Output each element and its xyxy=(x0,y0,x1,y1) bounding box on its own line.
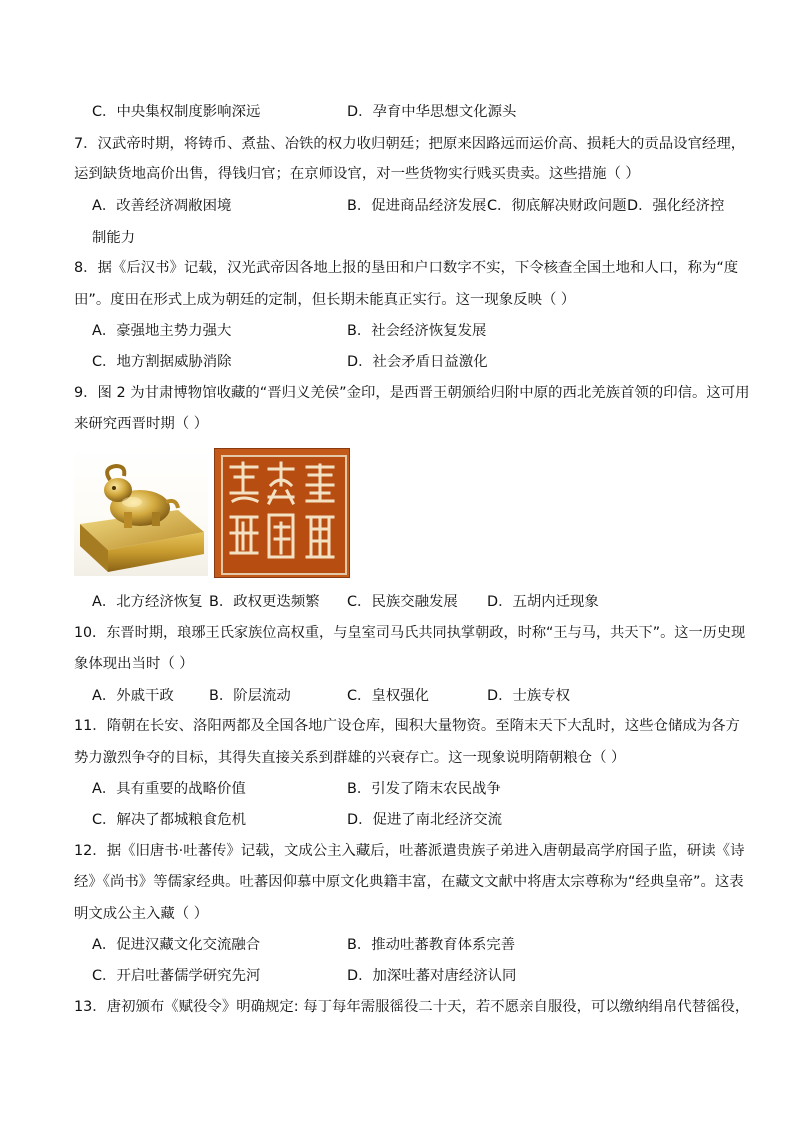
q12-option-a: A．促进汉藏文化交流融合 xyxy=(92,937,261,953)
q7-stem-line1: 7．汉武帝时期，将铸币、煮盐、冶铁的权力收归朝廷；把原来因路远而运价高、损耗大的贡品设官经理， xyxy=(74,136,746,152)
q12-stem-line1: 12．据《旧唐书·吐蕃传》记载，文成公主入藏后，吐蕃派遣贵族子弟进入唐朝最高学府国子监，研读《诗 xyxy=(74,843,745,859)
q7-option-a: A．改善经济凋敝困境 xyxy=(92,198,232,214)
q12-option-c: C．开启吐蕃儒学研究先河 xyxy=(92,968,261,984)
q8-stem-line2: 田”。度田在形式上成为朝廷的定制，但长期未能真正实行。这一现象反映（ ） xyxy=(74,292,576,308)
q12-stem-line3: 明文成公主入藏（ ） xyxy=(74,906,209,922)
q7-option-b: B．促进商品经济发展 xyxy=(347,198,487,214)
q7-stem-line2: 运到缺货地高价出售，得钱归官；在京师设官，对一些货物实行贱买贵卖。这些措施（ ） xyxy=(74,166,640,182)
q7-option-d-continued: 制能力 xyxy=(92,230,136,246)
q11-option-b: B．引发了隋末农民战争 xyxy=(347,781,501,797)
q10-stem-line1: 10．东晋时期，琅琊王氏家族位高权重，与皇室司马氏共同执掌朝政，时称“王与马，共天下”。这一历史现 xyxy=(74,625,746,641)
q6-option-c: C．中央集权制度影响深远 xyxy=(92,104,261,120)
q11-option-c: C．解决了都城粮食危机 xyxy=(92,812,246,828)
gold-seal-photo xyxy=(74,446,208,576)
q10-option-a: A．外戚干政 xyxy=(92,688,174,704)
q10-stem-line2: 象体现出当时（ ） xyxy=(74,656,194,672)
q10-option-d: D．士族专权 xyxy=(487,688,571,704)
q9-stem-line2: 来研究西晋时期（ ） xyxy=(74,416,209,432)
q9-option-d: D．五胡内迁现象 xyxy=(487,594,599,610)
q8-option-d: D．社会矛盾日益激化 xyxy=(347,354,488,370)
q7-option-c: C．彻底解决财政问题 xyxy=(487,198,627,214)
q12-option-d: D．加深吐蕃对唐经济认同 xyxy=(347,968,517,984)
q10-option-c: C．皇权强化 xyxy=(347,688,430,704)
q10-option-b: B．阶层流动 xyxy=(209,688,291,704)
q8-option-c: C．地方割据威胁消除 xyxy=(92,354,232,370)
q11-stem-line2: 势力激烈争夺的目标，其得失直接关系到群雄的兴衰存亡。这一现象说明隋朝粮仓（ ） xyxy=(74,750,626,766)
gold-seal-icon xyxy=(74,446,208,576)
q11-option-d: D．促进了南北经济交流 xyxy=(347,812,502,828)
q8-option-b: B．社会经济恢复发展 xyxy=(347,323,487,339)
q9-option-c: C．民族交融发展 xyxy=(347,594,458,610)
q6-option-d: D．孕育中华思想文化源头 xyxy=(347,104,517,120)
q8-stem-line1: 8．据《后汉书》记载，汉光武帝因各地上报的垦田和户口数字不实，下令核查全国土地和人口，称为“度 xyxy=(74,260,739,276)
q11-stem-line1: 11．隋朝在长安、洛阳两都及全国各地广设仓库，囤积大量物资。至隋末天下大乱时，这些仓储成为各方 xyxy=(74,718,740,734)
q11-option-a: A．具有重要的战略价值 xyxy=(92,781,246,797)
q7-option-d: D．强化经济控 xyxy=(627,198,725,214)
q8-option-a: A．豪强地主势力强大 xyxy=(92,323,232,339)
seal-impression xyxy=(214,448,350,578)
q12-option-b: B．推动吐蕃教育体系完善 xyxy=(347,937,516,953)
q9-stem-line1: 9．图 2 为甘肃博物馆收藏的“晋归义羌侯”金印，是西晋王朝颁给归附中原的西北羌族首领的印信。这可用 xyxy=(74,385,750,401)
seal-script-characters xyxy=(223,457,341,569)
q9-figure xyxy=(74,446,348,576)
q12-stem-line2: 经》《尚书》等儒家经典。吐蕃因仰慕中原文化典籍丰富，在藏文文献中将唐太宗尊称为“经典皇帝”。这表 xyxy=(74,874,744,890)
q9-option-a: A．北方经济恢复 xyxy=(92,594,203,610)
q13-stem-line1: 13．唐初颁布《赋役令》明确规定: 每丁每年需服徭役二十天，若不愿亲自服役，可以缴纳绢帛代替徭役， xyxy=(74,999,750,1015)
q9-option-b: B．政权更迭频繁 xyxy=(209,594,320,610)
